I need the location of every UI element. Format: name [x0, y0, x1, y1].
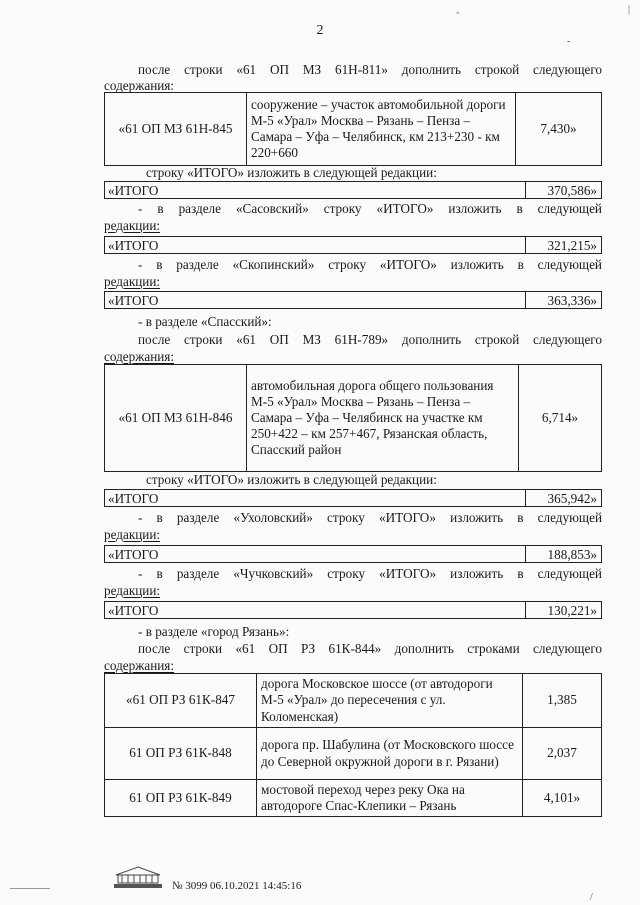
table-row	[105, 728, 602, 780]
paragraph-after-811: после строки «61 ОП МЗ 61Н-811» дополнить строкой следующего	[138, 62, 602, 77]
road-length: 6,714»	[519, 365, 602, 472]
paragraph-after-789: после строки «61 ОП МЗ 61Н-789» дополнить строкой следующего	[138, 332, 602, 347]
table-row	[105, 93, 602, 166]
total-row	[104, 236, 602, 254]
paragraph-ukholovsky: - в разделе «Ухоловский» строку «ИТОГО» изложить в следующей	[138, 510, 602, 525]
table-ryazan-roads	[104, 673, 602, 817]
paragraph-skopinsky: - в разделе «Скопинский» строку «ИТОГО» изложить в следующей	[138, 257, 602, 272]
paragraph-label: содержания:	[104, 78, 175, 93]
scan-mark: /	[590, 892, 593, 903]
total-label: «ИТОГО	[108, 293, 159, 308]
road-length: 2,037	[523, 728, 602, 780]
paragraph-label: содержания:	[104, 349, 175, 364]
table-61n-846	[104, 364, 602, 472]
paragraph-spassky: - в разделе «Спасский»:	[138, 314, 272, 329]
paragraph-label: редакции:	[104, 274, 161, 289]
paragraph-sasovsky: - в разделе «Сасовский» строку «ИТОГО» изложить в следующей	[138, 201, 602, 216]
total-label: «ИТОГО	[108, 183, 159, 198]
paragraph-total: строку «ИТОГО» изложить в следующей редакции:	[146, 472, 437, 487]
total-label: «ИТОГО	[108, 547, 159, 562]
paragraph-label: содержания:	[104, 658, 175, 673]
page-number: 2	[316, 23, 324, 38]
paragraph-label: редакции:	[104, 218, 161, 233]
road-length: 7,430»	[516, 93, 602, 166]
paragraph-label: редакции:	[104, 527, 161, 542]
total-value: 188,853»	[525, 546, 601, 562]
total-row	[104, 489, 602, 507]
paragraph-total: строку «ИТОГО» изложить в следующей редакции:	[146, 165, 437, 180]
road-code: «61 ОП МЗ 61Н-846	[105, 365, 247, 472]
road-code: 61 ОП РЗ 61К-849	[105, 780, 257, 817]
registration-footer: № 3099 06.10.2021 14:45:16	[172, 880, 302, 892]
paragraph-after-844: после строки «61 ОП РЗ 61К-844» дополнить строками следующего	[138, 641, 602, 656]
road-code: 61 ОП РЗ 61К-848	[105, 728, 257, 780]
road-code: «61 ОП РЗ 61К-847	[105, 674, 257, 728]
road-description: сооружение – участок автомобильной дороги М-5 «Урал» Москва – Рязань – Пенза – Самара – Уфа – Челябинск, км 213+230 - км 220+660	[247, 93, 516, 166]
scan-mark: |	[628, 4, 631, 15]
total-label: «ИТОГО	[108, 238, 159, 253]
road-length: 4,101»	[523, 780, 602, 817]
total-row	[104, 181, 602, 199]
table-61n-845	[104, 92, 602, 166]
divider	[10, 888, 50, 889]
total-row	[104, 291, 602, 309]
scan-mark: -	[567, 36, 571, 47]
total-value: 365,942»	[525, 490, 601, 506]
paragraph-chuchkovsky: - в разделе «Чучковский» строку «ИТОГО» изложить в следующей	[138, 566, 602, 581]
total-value: 321,215»	[525, 237, 601, 253]
paragraph-label: редакции:	[104, 583, 161, 598]
table-row	[105, 365, 602, 472]
total-row	[104, 601, 602, 619]
total-label: «ИТОГО	[108, 603, 159, 618]
road-description: дорога Московское шоссе (от автодороги М-5 «Урал» до пересечения с ул. Коломенская)	[257, 674, 523, 728]
road-description: мостовой переход через реку Ока на автодороге Спас-Клепики – Рязань	[257, 780, 523, 817]
road-code: «61 ОП МЗ 61Н-845	[105, 93, 247, 166]
road-description: автомобильная дорога общего пользования М-5 «Урал» Москва – Рязань – Пенза – Самара – Уфа – Челябинск на участке км 250+422 – км 257+467, Рязанская область, Спасский район	[247, 365, 519, 472]
total-row	[104, 545, 602, 563]
total-value: 363,336»	[525, 292, 601, 308]
total-value: 370,586»	[525, 182, 601, 198]
table-row	[105, 674, 602, 728]
road-description: дорога пр. Шабулина (от Московского шоссе до Северной окружной дороги в г. Рязани)	[257, 728, 523, 780]
paragraph-ryazan: - в разделе «город Рязань»:	[138, 624, 290, 639]
registration-stamp-icon	[112, 865, 164, 891]
road-length: 1,385	[523, 674, 602, 728]
total-value: 130,221»	[525, 602, 601, 618]
scan-mark: ◦	[456, 8, 460, 19]
table-row	[105, 780, 602, 817]
total-label: «ИТОГО	[108, 491, 159, 506]
